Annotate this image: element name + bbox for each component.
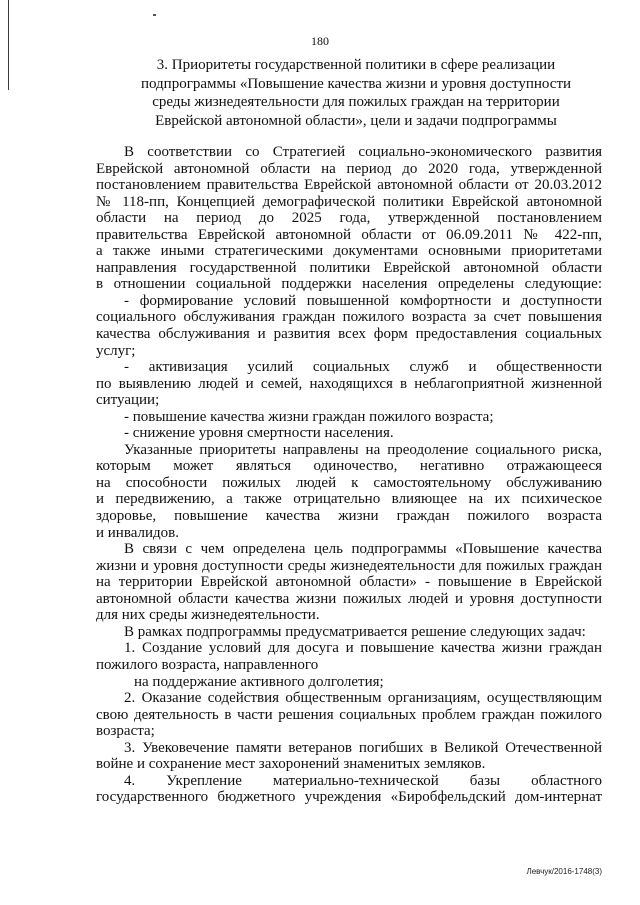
body-line: направления государственной политики Еврейской автономной области [96,259,602,276]
body-line: № 118-пп, Концепцией демографической политики Еврейской автономной [96,193,602,210]
section-title-line: 3. Приоритеты государственной политики в сфере реализации [156,57,556,73]
page-number: 180 [311,34,329,48]
body-line: В соответствии со Стратегией социально-экономического развития [124,144,602,160]
body-line: услуг; [96,342,136,359]
body-line: 1. Создание условий для досуга и повышение качества жизни граждан [124,640,602,657]
body-line: на поддержание активного долголетия; [134,673,384,690]
body-line: на способности пожилых людей к самостоятельному обслуживанию [96,474,602,491]
body-line: по выявлению людей и семей, находящихся в неблагоприятной жизненной [96,375,602,392]
section-title [96,56,616,130]
body-line: - снижение уровня смертности населения. [124,425,394,442]
body-line: свою деятельность в части решения социальных проблем граждан пожилого [96,706,602,723]
body-line: которым может являться одиночество, негативно отражающееся [96,458,602,475]
scan-speck [153,14,156,16]
body-line: и передвижению, а также отрицательно влияющее на их психическое [96,491,602,508]
body-line: жизни и уровня доступности среды жизнедеятельности для пожилых граждан [96,557,602,574]
body-line: на территории Еврейской автономной области» - повышение в Еврейской [96,574,602,591]
body-text [96,144,602,806]
body-line: 2. Оказание содействия общественным организациям, осуществляющим [124,690,602,707]
body-line: правительства Еврейской автономной области от 06.09.2011 № 422-пп, [96,226,602,243]
body-line: Указанные приоритеты направлены на преодоление социального риска, [124,441,602,458]
body-line: в отношении социальной поддержки населения определены следующие: [96,276,602,293]
body-line: возраста; [96,723,155,740]
body-line: - формирование условий повышенной комфортности и доступности [124,292,602,309]
section-title-line: подпрограммы «Повышение качества жизни и уровня доступности [140,75,572,92]
body-line: 3. Увековечение памяти ветеранов погибших в Великой Отечественной [124,739,602,756]
body-line: а также иными стратегическими документами основными приоритетами [96,243,602,260]
body-line: государственного бюджетного учреждения «Биробфельдский дом-интернат [96,789,602,806]
document-code: Левчук/2016-1748(3) [526,867,602,876]
body-line: для них среды жизнедеятельности. [96,607,320,624]
body-line: постановлением правительства Еврейской автономной области от 20.03.2012 [96,177,602,194]
body-line: области на период до 2025 года, утвержденной постановлением [96,210,602,227]
body-line: 4. Укрепление материально-технической базы областного [124,772,602,789]
body-line: войне и сохранение мест захоронений знаменитых земляков. [96,756,486,773]
body-line: автономной области качества жизни пожилых людей и уровня доступности [96,590,602,607]
body-line: социального обслуживания граждан пожилого возраста за счет повышения [96,309,602,326]
body-line: В связи с чем определена цель подпрограммы «Повышение качества [124,541,602,558]
section-title-line: среды жизнедеятельности для пожилых граждан на территории [152,94,560,110]
body-line: - активизация усилий социальных служб и общественности [124,359,602,376]
body-line: здоровье, повышение качества жизни граждан пожилого возраста [96,508,602,525]
body-line: качества обслуживания и развития всех форм предоставления социальных [96,326,602,343]
body-line: В рамках подпрограммы предусматривается решение следующих задач: [124,623,586,640]
body-line: - повышение качества жизни граждан пожилого возраста; [124,408,494,425]
body-line: пожилого возраста, направленного [96,656,319,673]
body-line: и инвалидов. [96,524,179,541]
body-line: Еврейской автономной области на период до 2020 года, утвержденной [96,160,602,177]
body-line: ситуации; [96,392,160,409]
section-title-line: Еврейской автономной области», цели и задачи подпрограммы [155,112,557,129]
